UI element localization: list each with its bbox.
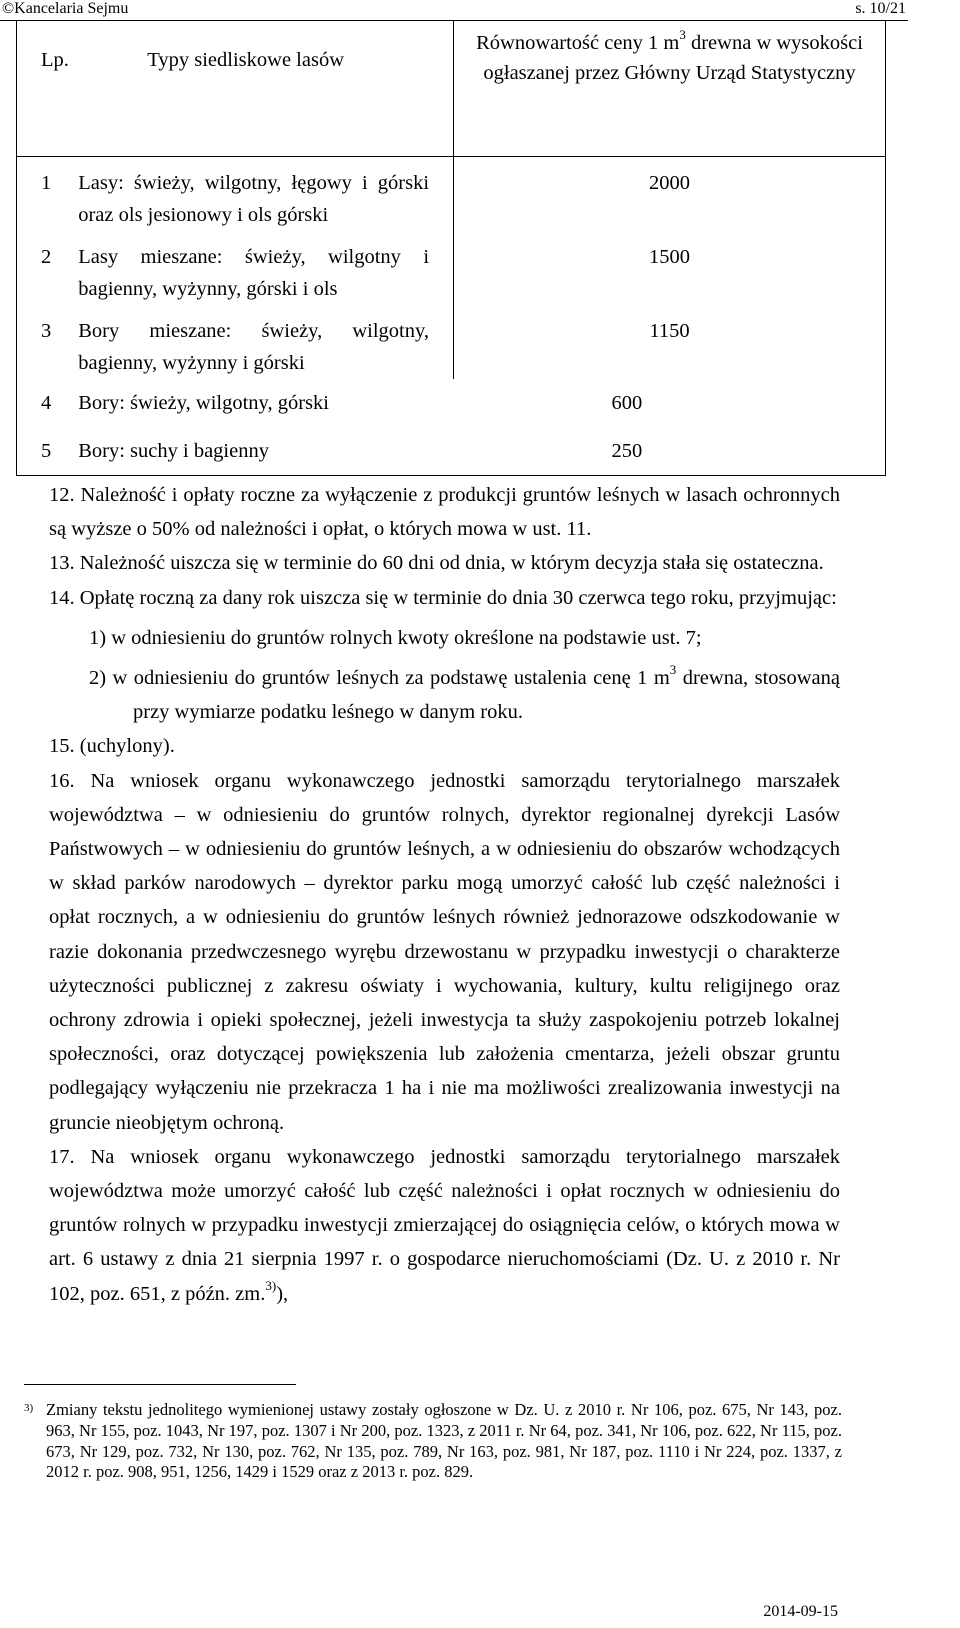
point-2-pre: 2) w odniesieniu do gruntów leśnych za podstawę ustalenia cenę 1 m xyxy=(89,667,670,690)
row-lp: 4 xyxy=(17,379,79,427)
row-lp: 3 xyxy=(17,305,79,379)
row-value: 2000 xyxy=(454,157,886,232)
point-2-sup: 3 xyxy=(669,662,677,678)
table-header-row xyxy=(17,20,886,157)
paragraph-12: 12. Należność i opłaty roczne za wyłączenie z produkcji gruntów leśnych w lasach ochronnych są wyższe o 50% od należności i opłat, o których mowa w ust. 11. xyxy=(49,484,840,541)
table-row xyxy=(17,379,886,427)
footnote-text: Zmiany tekstu jednolitego wymienionej ustawy zostały ogłoszone w Dz. U. z 2010 r. Nr 106, poz. 675, Nr 143, poz. 963, Nr 155, poz. 1043, Nr 197, poz. 1307 i Nr 200, poz. 1323, z 2011 r. Nr 64, poz. 341, Nr 106, poz. 622, Nr 115, poz. 673, Nr 129, poz. 732, Nr 130, poz. 762, Nr 135, poz. 789, Nr 163, poz. 981, Nr 187, poz. 1110 i Nr 224, poz. 1337, z 2012 r. poz. 908, 951, 1256, 1429 i 1529 oraz z 2013 r. poz. 829. xyxy=(46,1400,842,1482)
page-number: s. 10/21 xyxy=(855,0,906,17)
table-row xyxy=(17,305,886,379)
paragraph-17-text: 17. Na wniosek organu wykonawczego jednostki samorządu terytorialnego marszałek województwa może umorzyć całość lub część należności i opłat rocznych w odniesieniu do gruntów rolnych w przypadku inwestycji zmierzającej do osiągnięcia celów, o których mowa w art. 6 ustawy z dnia 21 sierpnia 1997 r. o gospodarce nieruchomościami (Dz. U. z 2010 r. Nr 102, poz. 651, z późn. zm. xyxy=(49,1145,840,1305)
paragraph-16: 16. Na wniosek organu wykonawczego jednostki samorządu terytorialnego marszałek województwa – w odniesieniu do gruntów rolnych, dyrektor regionalnej dyrekcji Lasów Państwowych – w odniesieniu do gruntów leśnych, a w odniesieniu do obszarów wchodzących w skład parków narodowych – dyrektor parku mogą umorzyć całość lub część należności i opłat rocznych, a w odniesieniu do gruntów leśnych również jednorazowe odszkodowanie w razie dokonania przedwczesnego wyrębu drzewostanu w przypadku inwestycji o charakterze użyteczności publicznej z zakresu oświaty i wychowania, kultury, kultu religijnego oraz ochrony zdrowia i opieki społecznej, jeżeli inwestycja ta służy zaspokojeniu potrzeb lokalnej społeczności, oraz dotyczącej powiększenia lub założenia cmentarza, jeżeli obszar gruntu podlegający wyłączeniu nie przekracza 1 ha i nie ma możliwości zrealizowania inwestycji na gruncie nieobjętym ochroną. xyxy=(49,769,840,1134)
footnote-reference: 3) xyxy=(265,1277,277,1293)
header-lp: Lp. xyxy=(17,20,79,157)
paragraph-14: 14. Opłatę roczną za dany rok uiszcza się w terminie do dnia 30 czerwca tego roku, przyjmując: xyxy=(49,586,837,609)
paragraph-13: 13. Należność uiszcza się w terminie do 60 dni od dnia, w którym decyzja stała się ostateczna. xyxy=(49,552,824,575)
paragraph-14-point-2 xyxy=(49,661,840,729)
footnote-divider xyxy=(24,1384,296,1385)
document-date: 2014-09-15 xyxy=(763,1603,838,1620)
footnote xyxy=(24,1400,842,1483)
header-type: Typy siedliskowe lasów xyxy=(78,20,453,157)
paragraph-14-point-1: 1) w odniesieniu do gruntów rolnych kwoty określone na podstawie ust. 7; xyxy=(89,626,702,649)
article-body xyxy=(49,478,840,1311)
row-type: Lasy: świeży, wilgotny, łęgowy i górski oraz ols jesionowy i ols górski xyxy=(78,172,430,226)
footnote-mark: 3) xyxy=(24,1402,34,1414)
row-value: 600 xyxy=(454,379,886,427)
row-type: Bory mieszane: świeży, wilgotny, bagienny, wyżynny i górski xyxy=(78,320,430,374)
table-row xyxy=(17,427,886,476)
row-lp: 1 xyxy=(17,157,79,232)
paragraph-15: 15. (uchylony). xyxy=(49,735,175,758)
row-value: 250 xyxy=(454,427,886,476)
table-row xyxy=(17,157,886,232)
paragraph-17-tail: ), xyxy=(276,1282,289,1305)
row-value: 1500 xyxy=(454,231,886,305)
header-value xyxy=(454,20,886,157)
header-value-sup: 3 xyxy=(679,27,686,43)
row-type: Bory: suchy i bagienny xyxy=(78,427,453,476)
header-value-pre: Równowartość ceny 1 m xyxy=(476,32,680,54)
row-value: 1150 xyxy=(454,305,886,379)
point-2-post: drewna, stosowaną przy wymiarze podatku leśnego w danym roku. xyxy=(133,667,840,724)
header-value-post: drewna w wysokości ogłaszanej przez Główny Urząd Statystyczny xyxy=(483,32,863,84)
copyright-notice: ©Kancelaria Sejmu xyxy=(2,0,129,17)
row-type: Bory: świeży, wilgotny, górski xyxy=(78,392,329,414)
row-lp: 2 xyxy=(17,231,79,305)
forest-rates-table xyxy=(16,20,886,476)
table-row xyxy=(17,231,886,305)
row-lp: 5 xyxy=(17,427,79,476)
row-type: Lasy mieszane: świeży, wilgotny i bagienny, wyżynny, górski i ols xyxy=(78,246,430,300)
paragraph-17 xyxy=(49,1140,840,1311)
